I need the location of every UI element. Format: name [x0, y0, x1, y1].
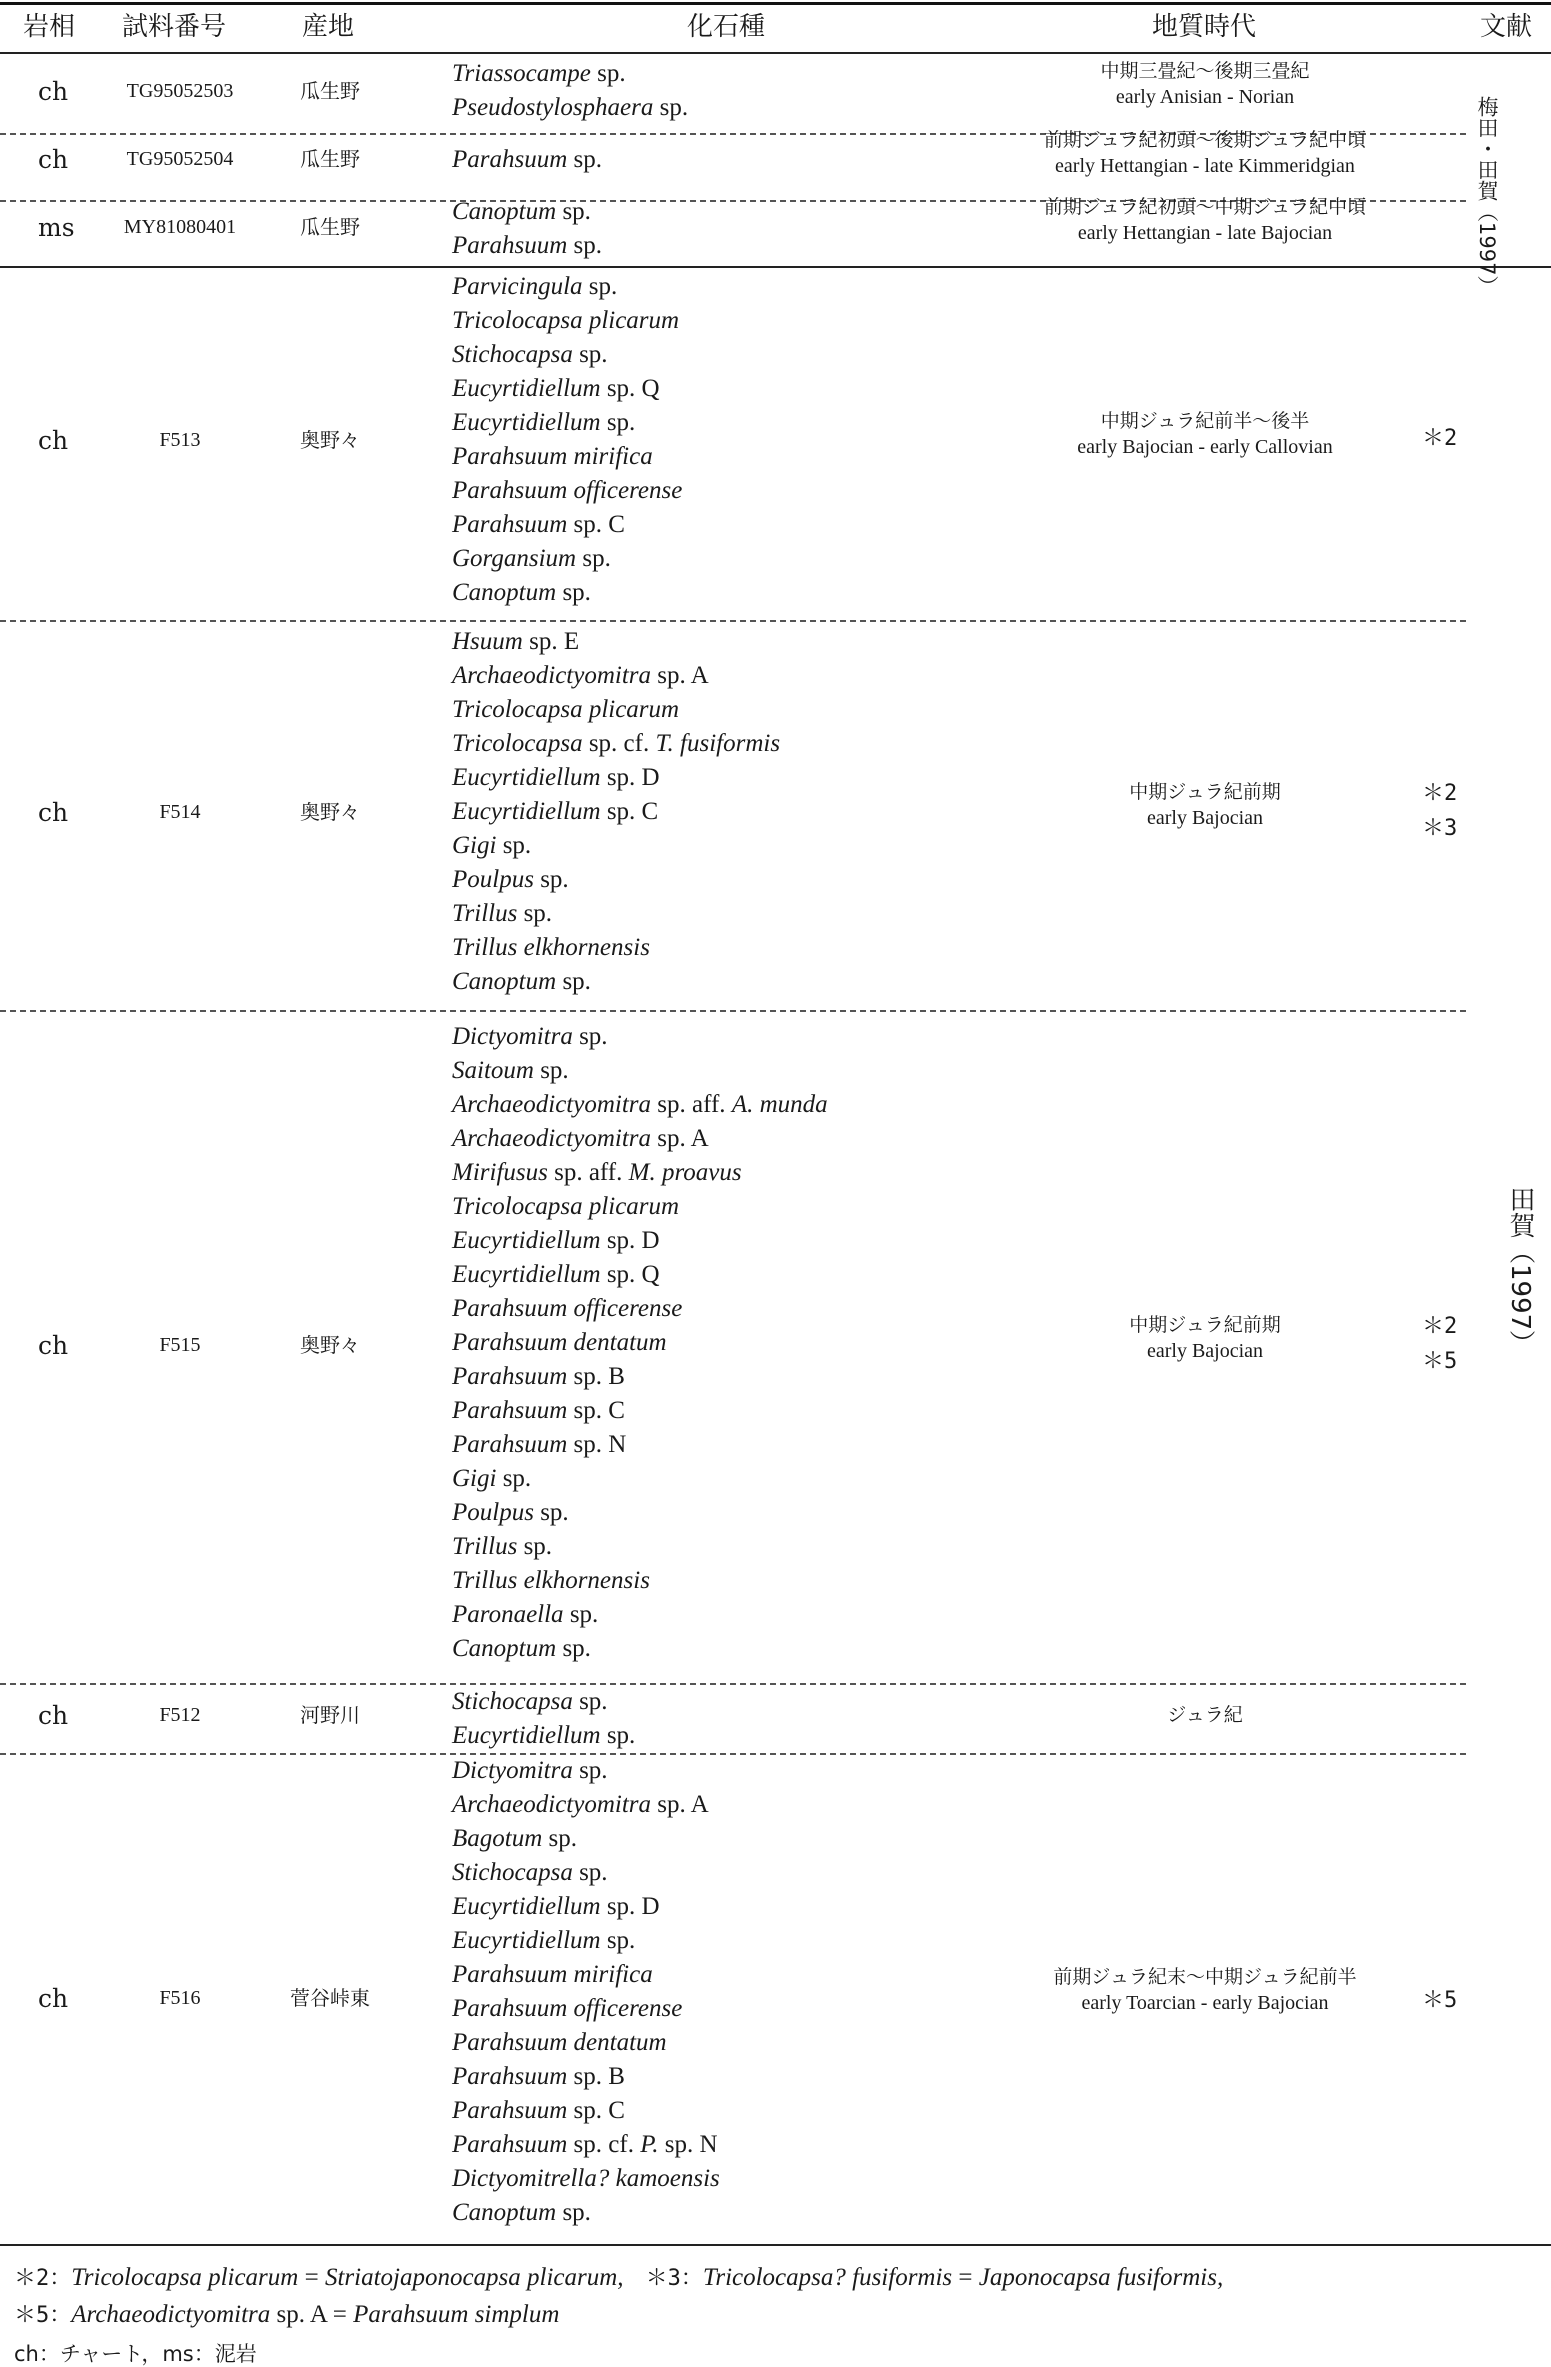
footnote-part: ＊5：: [14, 2303, 72, 2328]
lithology-cell: ch: [38, 798, 69, 827]
lithology-cell: ch: [38, 1984, 69, 2013]
lithology-cell: ch: [38, 145, 69, 174]
table-bottom-rule: [0, 2244, 1551, 2246]
table-top-rule: [0, 2, 1551, 5]
species-name-part: sp.: [533, 1499, 569, 1526]
sample-no-cell: F513: [159, 429, 201, 451]
lithology-cell: ch: [38, 1701, 69, 1730]
species-name-part: Trillus: [452, 1533, 518, 1560]
species-name-part: sp.: [517, 900, 553, 927]
lithology-cell: ms: [38, 213, 75, 242]
species-name-part: Poulpus: [452, 866, 534, 893]
species-name-part: Canoptum: [452, 968, 557, 995]
species-name-part: sp.: [556, 198, 591, 225]
species-name-part: Eucyrtidiellum: [452, 375, 601, 402]
locality-cell: 瓜生野: [300, 215, 360, 239]
species-name-part: Triassocampe: [452, 60, 591, 87]
species-name: [452, 542, 682, 576]
species-name-part: sp. A: [651, 1125, 709, 1152]
species-name-part: Hsuum: [452, 628, 523, 655]
row-divider: [0, 1683, 1466, 1685]
species-name-part: sp. C: [567, 1397, 625, 1424]
fossil-species-list: [452, 625, 780, 999]
footnote-part: Striatojaponocapsa plicarum,: [324, 2264, 624, 2291]
species-name-part: Canoptum: [452, 198, 557, 225]
footnote-part: ＊3：: [623, 2266, 703, 2291]
species-name: [452, 1992, 720, 2026]
locality-cell: 瓜生野: [300, 147, 360, 171]
note-marker: ＊3: [1422, 816, 1458, 841]
sample-no-cell: F514: [159, 801, 201, 823]
species-name-part: Eucyrtidiellum: [452, 1722, 601, 1749]
species-name-part: Poulpus: [452, 1499, 534, 1526]
species-name-part: Archaeodictyomitra: [452, 662, 652, 689]
species-name-part: P.: [640, 2131, 659, 2158]
note-marker: ＊5: [1422, 1349, 1458, 1374]
species-name-part: Canoptum: [452, 579, 557, 606]
species-name-part: sp.: [517, 1533, 553, 1560]
sample-no-cell: F516: [159, 1987, 201, 2009]
species-name-part: Trillus elkhornensis: [452, 934, 650, 961]
species-name: [452, 761, 780, 795]
species-name: [452, 195, 602, 229]
species-name-part: Parahsuum dentatum: [452, 1329, 667, 1356]
species-name-part: Gigi: [452, 832, 497, 859]
species-name: [452, 2026, 720, 2060]
header-locality: 産地: [302, 12, 355, 42]
footnote-part: ＊2：: [14, 2266, 72, 2291]
species-name: [452, 1856, 720, 1890]
species-name-part: sp. D: [600, 1227, 660, 1254]
header-sample-no: 試料番号: [122, 12, 227, 42]
species-name-part: sp. B: [567, 1363, 625, 1390]
species-name-part: sp. B: [567, 2063, 625, 2090]
species-name-part: Parahsuum officerense: [452, 477, 683, 504]
species-name: [452, 1632, 828, 1666]
species-name-part: sp.: [556, 579, 591, 606]
species-name-part: Parahsuum: [452, 1363, 568, 1390]
species-name: [452, 1496, 828, 1530]
species-name: [452, 440, 682, 474]
species-name-part: sp. aff.: [547, 1159, 629, 1186]
species-name-part: sp. D: [600, 764, 660, 791]
species-name-part: sp. C: [600, 798, 659, 825]
species-name-part: Parahsuum: [452, 1397, 568, 1424]
species-name-part: sp. Q: [600, 375, 660, 402]
sample-no-cell: TG95052504: [126, 148, 234, 170]
species-name-part: sp. E: [522, 628, 580, 655]
species-name-part: Eucyrtidiellum: [452, 1893, 601, 1920]
footnote-part: =: [298, 2264, 325, 2291]
species-name-part: Archaeodictyomitra: [452, 1125, 652, 1152]
row-divider: [0, 1010, 1466, 1012]
species-name-part: Parvicingula: [452, 273, 583, 300]
species-name-part: Parahsuum: [452, 146, 568, 173]
species-name: [452, 143, 602, 177]
note-marker: ＊5: [1422, 1988, 1458, 2013]
species-name: [452, 338, 682, 372]
geologic-age-japanese: 中期三畳紀〜後期三畳紀: [1100, 60, 1310, 82]
species-name-part: sp.: [572, 341, 608, 368]
fossil-species-list: [452, 195, 602, 263]
fossil-species-list: [452, 1754, 720, 2230]
species-name-part: sp.: [563, 1601, 599, 1628]
species-name: [452, 1428, 828, 1462]
species-name: [452, 1598, 828, 1632]
locality-cell: 奥野々: [300, 1333, 360, 1357]
species-name-part: Tricolocapsa plicarum: [452, 307, 680, 334]
species-name: [452, 829, 780, 863]
species-name: [452, 1719, 635, 1753]
species-name-part: sp.: [533, 866, 569, 893]
species-name-part: Parahsuum officerense: [452, 1995, 683, 2022]
species-name-part: Eucyrtidiellum: [452, 1227, 601, 1254]
fossil-species-list: [452, 57, 688, 125]
sample-no-cell: MY81080401: [123, 216, 237, 238]
species-name-part: sp.: [542, 1825, 578, 1852]
species-name-part: Parahsuum: [452, 2131, 568, 2158]
locality-cell: 菅谷峠東: [290, 1986, 370, 2010]
species-name: [452, 2060, 720, 2094]
species-name: [452, 508, 682, 542]
species-name-part: sp.: [556, 968, 591, 995]
species-name-part: sp.: [600, 409, 636, 436]
species-name: [452, 1958, 720, 1992]
note-marker: ＊2: [1422, 781, 1458, 806]
species-name: [452, 270, 682, 304]
species-name-part: M. proavus: [628, 1159, 742, 1186]
species-name: [452, 372, 682, 406]
species-name-part: Dictyomitrella? kamoensis: [452, 2165, 720, 2192]
row-divider: [0, 1753, 1466, 1755]
geologic-age-english: early Bajocian - early Callovian: [1077, 436, 1333, 458]
fossil-species-list: [452, 270, 682, 610]
species-name-part: Trillus: [452, 900, 518, 927]
species-name: [452, 1122, 828, 1156]
footnote-part: Japonocapsa fusiformis,: [978, 2264, 1224, 2291]
species-name: [452, 863, 780, 897]
species-name: [452, 1326, 828, 1360]
species-name-part: sp. D: [600, 1893, 660, 1920]
species-name-part: Dictyomitra: [452, 1757, 573, 1784]
geologic-age-japanese: 前期ジュラ紀初頭〜後期ジュラ紀中頃: [1043, 129, 1367, 151]
geologic-age-japanese: 前期ジュラ紀末〜中期ジュラ紀前半: [1053, 1966, 1357, 1988]
species-name-part: sp. aff.: [651, 1091, 732, 1118]
species-name: [452, 57, 688, 91]
species-name: [452, 1564, 828, 1598]
sample-no-cell: F515: [159, 1334, 201, 1356]
lithology-cell: ch: [38, 426, 69, 455]
species-name-part: Parahsuum dentatum: [452, 2029, 667, 2056]
footnote-line-2: [14, 2302, 559, 2327]
species-name-part: sp.: [572, 1688, 608, 1715]
species-name-part: T. fusiformis: [655, 730, 781, 757]
header-reference: 文献: [1480, 12, 1533, 42]
species-name-part: Bagotum: [452, 1825, 543, 1852]
species-name: [452, 1292, 828, 1326]
species-name: [452, 693, 780, 727]
species-name: [452, 1224, 828, 1258]
species-name-part: Tricolocapsa plicarum: [452, 1193, 680, 1220]
species-name: [452, 1685, 635, 1719]
species-name-part: sp.: [567, 146, 603, 173]
species-name-part: Parahsuum: [452, 1431, 568, 1458]
species-name-part: Pseudostylosphaera: [452, 94, 654, 121]
species-name-part: Paronaella: [452, 1601, 564, 1628]
species-name: [452, 229, 602, 263]
species-name: [452, 2094, 720, 2128]
species-name: [452, 795, 780, 829]
species-name-part: sp.: [496, 832, 532, 859]
species-name: [452, 1530, 828, 1564]
species-name-part: Gorgansium: [452, 545, 577, 572]
species-name-part: sp.: [576, 545, 611, 572]
lithology-cell: ch: [38, 77, 69, 106]
geologic-age-english: early Toarcian - early Bajocian: [1081, 1992, 1329, 2014]
species-name: [452, 2162, 720, 2196]
lithology-cell: ch: [38, 1331, 69, 1360]
species-name-part: Eucyrtidiellum: [452, 1261, 601, 1288]
species-name-part: sp.: [582, 273, 618, 300]
note-marker: ＊2: [1422, 426, 1458, 451]
geologic-age-japanese: 中期ジュラ紀前半〜後半: [1100, 410, 1310, 432]
locality-cell: 河野川: [300, 1703, 360, 1727]
species-name-part: sp.: [600, 1722, 636, 1749]
footnote-part: Tricolocapsa? fusiformis: [702, 2264, 953, 2291]
species-name-part: sp. A: [651, 662, 709, 689]
species-name-part: Canoptum: [452, 1635, 557, 1662]
species-name: [452, 1924, 720, 1958]
species-name-part: Trillus elkhornensis: [452, 1567, 650, 1594]
species-name: [452, 304, 682, 338]
geologic-age-english: early Anisian - Norian: [1115, 86, 1295, 108]
header-lithology: 岩相: [23, 12, 76, 42]
species-name: [452, 1360, 828, 1394]
note-marker: ＊2: [1422, 1314, 1458, 1339]
species-name-part: Eucyrtidiellum: [452, 409, 601, 436]
species-name: [452, 1020, 828, 1054]
species-name-part: Archaeodictyomitra: [452, 1091, 652, 1118]
row-divider: [0, 266, 1551, 268]
species-name-part: Parahsuum mirifica: [452, 443, 653, 470]
species-name: [452, 576, 682, 610]
fossil-species-list: [452, 1685, 635, 1753]
species-name: [452, 1822, 720, 1856]
sample-no-cell: F512: [159, 1704, 201, 1726]
species-name: [452, 1156, 828, 1190]
species-name-part: Parahsuum: [452, 2063, 568, 2090]
fossil-species-list: [452, 1020, 828, 1666]
species-name-part: sp.: [572, 1757, 608, 1784]
species-name: [452, 659, 780, 693]
species-name: [452, 1088, 828, 1122]
species-name-part: Stichocapsa: [452, 1688, 573, 1715]
locality-cell: 瓜生野: [300, 79, 360, 103]
species-name-part: Stichocapsa: [452, 1859, 573, 1886]
geologic-age-japanese: ジュラ紀: [1167, 1704, 1243, 1726]
geologic-age-english: early Hettangian - late Bajocian: [1077, 222, 1333, 244]
species-name-part: sp.: [590, 60, 626, 87]
species-name-part: Gigi: [452, 1465, 497, 1492]
footnote-part: =: [952, 2264, 979, 2291]
species-name: [452, 1462, 828, 1496]
footnote-line-1: [14, 2265, 1223, 2290]
footnote-part: Tricolocapsa plicarum: [71, 2264, 299, 2291]
header-bottom-rule: [0, 52, 1551, 54]
species-name-part: Saitoum: [452, 1057, 534, 1084]
species-name: [452, 1788, 720, 1822]
species-name-part: Parahsuum: [452, 2097, 568, 2124]
geologic-age-japanese: 中期ジュラ紀前期: [1129, 1314, 1281, 1336]
footnote-part: Archaeodictyomitra: [71, 2301, 271, 2328]
species-name-part: sp. N: [567, 1431, 627, 1458]
footnote-part: Parahsuum simplum: [353, 2301, 560, 2328]
species-name: [452, 897, 780, 931]
species-name-part: sp. Q: [600, 1261, 660, 1288]
species-name: [452, 1054, 828, 1088]
geologic-age-english: early Bajocian: [1146, 807, 1264, 829]
species-name-part: Canoptum: [452, 2199, 557, 2226]
geologic-age-english: early Hettangian - late Kimmeridgian: [1055, 155, 1355, 177]
row-divider: [0, 620, 1466, 622]
species-name-part: sp.: [572, 1023, 608, 1050]
species-name-part: sp.: [556, 1635, 591, 1662]
species-name: [452, 2196, 720, 2230]
geologic-age-japanese: 前期ジュラ紀初頭〜中期ジュラ紀中頃: [1043, 196, 1367, 218]
species-name-part: sp. N: [658, 2131, 718, 2158]
species-name: [452, 1258, 828, 1292]
species-name-part: Parahsuum: [452, 511, 568, 538]
locality-cell: 奥野々: [300, 428, 360, 452]
reference-umeda-taga: 梅田・田賀（1997）: [1475, 96, 1499, 297]
footnote-lithology-legend: ch：チャート，ms：泥岩: [14, 2342, 257, 2366]
species-name: [452, 727, 780, 761]
species-name-part: Parahsuum mirifica: [452, 1961, 653, 1988]
header-fossil-species: 化石種: [687, 12, 766, 42]
species-name-part: sp.: [556, 2199, 591, 2226]
sample-no-cell: TG95052503: [126, 80, 234, 102]
species-name-part: Parahsuum officerense: [452, 1295, 683, 1322]
species-name: [452, 931, 780, 965]
species-name-part: Mirifusus: [452, 1159, 548, 1186]
species-name-part: sp.: [533, 1057, 569, 1084]
species-name-part: sp.: [600, 1927, 636, 1954]
species-name-part: sp. A: [651, 1791, 709, 1818]
species-name-part: sp. cf.: [582, 730, 656, 757]
reference-taga: 田賀（1997）: [1505, 1186, 1535, 1357]
species-name-part: Eucyrtidiellum: [452, 764, 601, 791]
species-name-part: Tricolocapsa plicarum: [452, 696, 680, 723]
species-name: [452, 406, 682, 440]
species-name-part: sp.: [572, 1859, 608, 1886]
species-name-part: sp.: [653, 94, 689, 121]
footnote-part: sp. A =: [270, 2301, 354, 2328]
species-name-part: sp.: [496, 1465, 532, 1492]
species-name: [452, 91, 688, 125]
header-geologic-age: 地質時代: [1152, 12, 1257, 42]
species-name: [452, 1394, 828, 1428]
species-name: [452, 625, 780, 659]
locality-cell: 奥野々: [300, 800, 360, 824]
species-name: [452, 2128, 720, 2162]
species-name-part: sp. C: [567, 2097, 625, 2124]
geologic-age-japanese: 中期ジュラ紀前期: [1129, 781, 1281, 803]
species-name-part: Eucyrtidiellum: [452, 1927, 601, 1954]
species-name-part: Archaeodictyomitra: [452, 1791, 652, 1818]
species-name-part: Dictyomitra: [452, 1023, 573, 1050]
species-name: [452, 1754, 720, 1788]
species-name-part: sp. cf.: [567, 2131, 641, 2158]
species-name-part: Stichocapsa: [452, 341, 573, 368]
geologic-age-english: early Bajocian: [1146, 1340, 1264, 1362]
species-name-part: sp. C: [567, 511, 625, 538]
species-name: [452, 1190, 828, 1224]
fossil-species-list: [452, 143, 602, 177]
species-name: [452, 1890, 720, 1924]
species-name: [452, 474, 682, 508]
species-name-part: sp.: [567, 232, 603, 259]
species-name: [452, 965, 780, 999]
species-name-part: A. munda: [731, 1091, 828, 1118]
species-name-part: Eucyrtidiellum: [452, 798, 601, 825]
species-name-part: Tricolocapsa: [452, 730, 583, 757]
species-name-part: Parahsuum: [452, 232, 568, 259]
